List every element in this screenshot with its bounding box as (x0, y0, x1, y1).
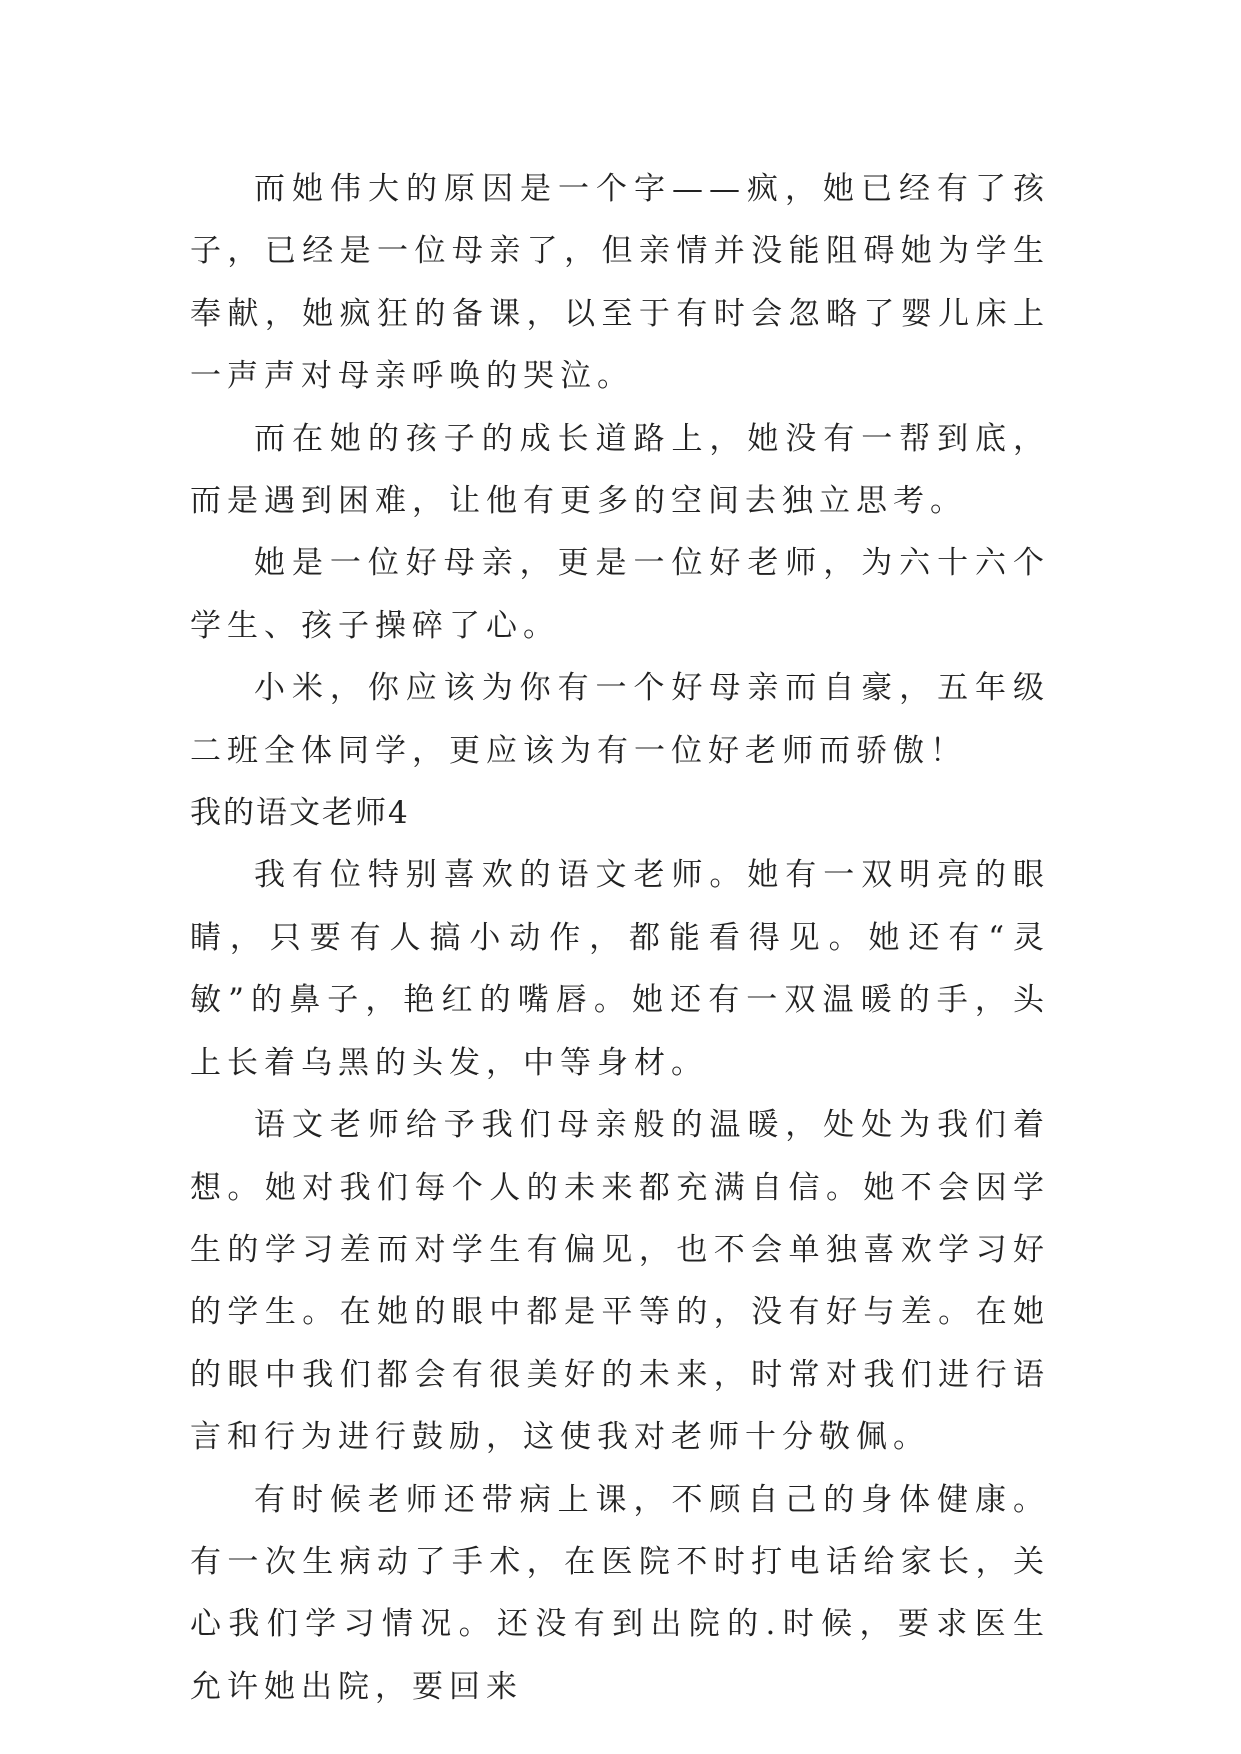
paragraph: 小米，你应该为你有一个好母亲而自豪，五年级二班全体同学，更应该为有一位好老师而骄傲！ (190, 670, 1050, 769)
paragraph: 语文老师给予我们母亲般的温暖，处处为我们着想。她对我们每个人的未来都充满自信。她不会因学生的学习差而对学生有偏见，也不会单独喜欢学习好的学生。在她的眼中都是平等的，没有好与差。在她的眼中我们都会有很美好的未来，时常对我们进行语言和行为进行鼓励，这使我对老师十分敬佩。 (190, 1107, 1050, 1456)
paragraph: 我有位特别喜欢的语文老师。她有一双明亮的眼睛，只要有人搞小动作，都能看得见。她还有“灵敏”的鼻子，艳红的嘴唇。她还有一双温暖的手，头上长着乌黑的头发，中等身材。 (190, 857, 1050, 1081)
paragraph: 有时候老师还带病上课，不顾自己的身体健康。有一次生病动了手术，在医院不时打电话给家长，关心我们学习情况。还没有到出院的.时候，要求医生允许她出院，要回来 (190, 1481, 1050, 1705)
section-heading: 我的语文老师4 (190, 795, 410, 832)
paragraph: 而在她的孩子的成长道路上，她没有一帮到底，而是遇到困难，让他有更多的空间去独立思考。 (190, 420, 1050, 520)
paragraph: 而她伟大的原因是一个字——疯，她已经有了孩子，已经是一位母亲了，但亲情并没能阻碍她为学生奉献，她疯狂的备课，以至于有时会忽略了婴儿床上一声声对母亲呼唤的哭泣。 (190, 171, 1050, 395)
document-body (190, 158, 1050, 1718)
paragraph: 她是一位好母亲，更是一位好老师，为六十六个学生、孩子操碎了心。 (190, 545, 1050, 644)
